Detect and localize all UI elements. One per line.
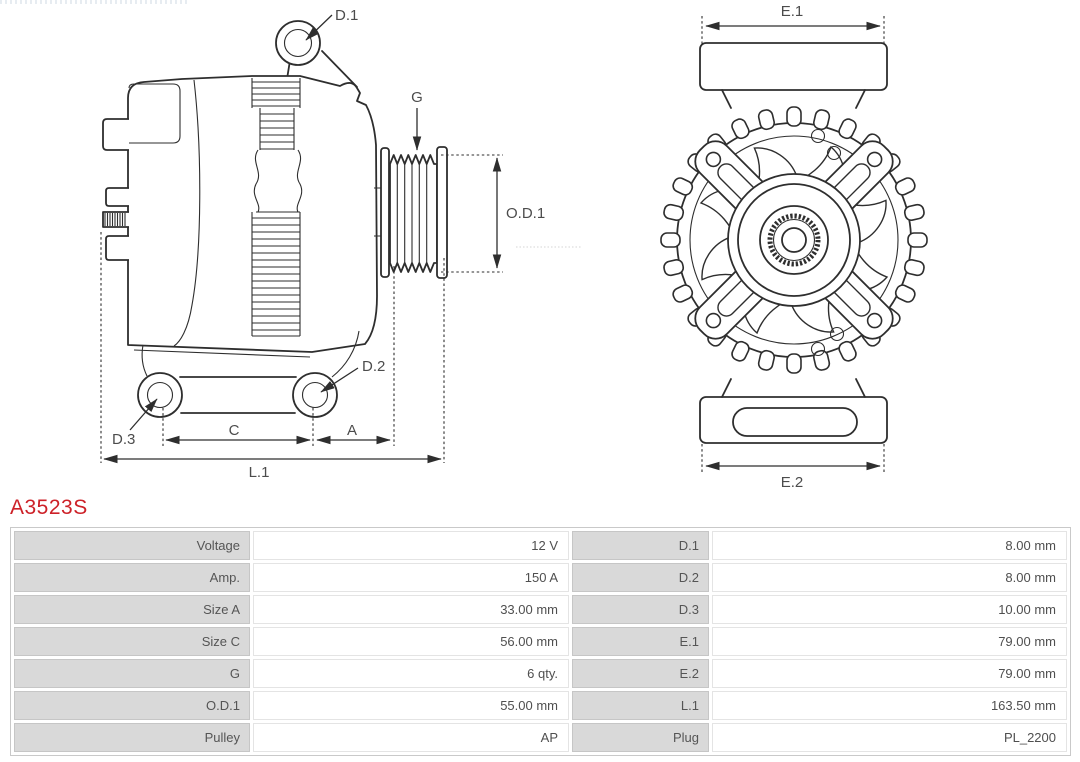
dim-label-c: C — [228, 422, 240, 439]
spec-label-cell: Amp. — [14, 563, 250, 592]
dim-label-e2: E.2 — [780, 474, 804, 491]
dim-label-d2: D.2 — [362, 358, 386, 375]
spec-value-cell: PL_2200 — [712, 723, 1067, 752]
spec-label-cell: G — [14, 659, 250, 688]
dim-label-d3: D.3 — [112, 431, 136, 448]
spec-value-cell: 56.00 mm — [253, 627, 569, 656]
spec-label-cell: E.1 — [572, 627, 709, 656]
spec-label-cell: D.1 — [572, 531, 709, 560]
spec-value-cell: 8.00 mm — [712, 531, 1067, 560]
spec-label-cell: Pulley — [14, 723, 250, 752]
dim-label-d1: D.1 — [335, 7, 359, 24]
dim-label-g: G — [411, 89, 423, 106]
dim-label-l1: L.1 — [248, 464, 270, 481]
spec-label-cell: Size C — [14, 627, 250, 656]
spec-value-cell: 33.00 mm — [253, 595, 569, 624]
spec-label-cell: Voltage — [14, 531, 250, 560]
spec-label-cell: Plug — [572, 723, 709, 752]
dim-label-od1: O.D.1 — [506, 205, 546, 222]
spec-label-cell: L.1 — [572, 691, 709, 720]
spec-value-cell: 12 V — [253, 531, 569, 560]
spec-value-cell: 79.00 mm — [712, 627, 1067, 656]
spec-value-cell: 6 qty. — [253, 659, 569, 688]
part-number[interactable]: A3523S — [10, 496, 88, 519]
dim-label-a: A — [346, 422, 358, 439]
knurled-terminal — [105, 213, 125, 226]
dim-label-e1: E.1 — [780, 3, 804, 20]
spec-value-cell: 55.00 mm — [253, 691, 569, 720]
spec-table — [10, 527, 1071, 756]
spec-value-cell: AP — [253, 723, 569, 752]
spec-label-cell: O.D.1 — [14, 691, 250, 720]
spec-value-cell: 79.00 mm — [712, 659, 1067, 688]
side-view-drawing — [101, 7, 582, 481]
front-view-drawing — [661, 3, 927, 491]
spec-label-cell: D.2 — [572, 563, 709, 592]
spec-value-cell: 150 A — [253, 563, 569, 592]
spec-value-cell: 10.00 mm — [712, 595, 1067, 624]
spec-value-cell: 163.50 mm — [712, 691, 1067, 720]
pulley — [381, 147, 447, 278]
spec-value-cell: 8.00 mm — [712, 563, 1067, 592]
spec-label-cell: Size A — [14, 595, 250, 624]
spec-label-cell: D.3 — [572, 595, 709, 624]
spec-label-cell: E.2 — [572, 659, 709, 688]
